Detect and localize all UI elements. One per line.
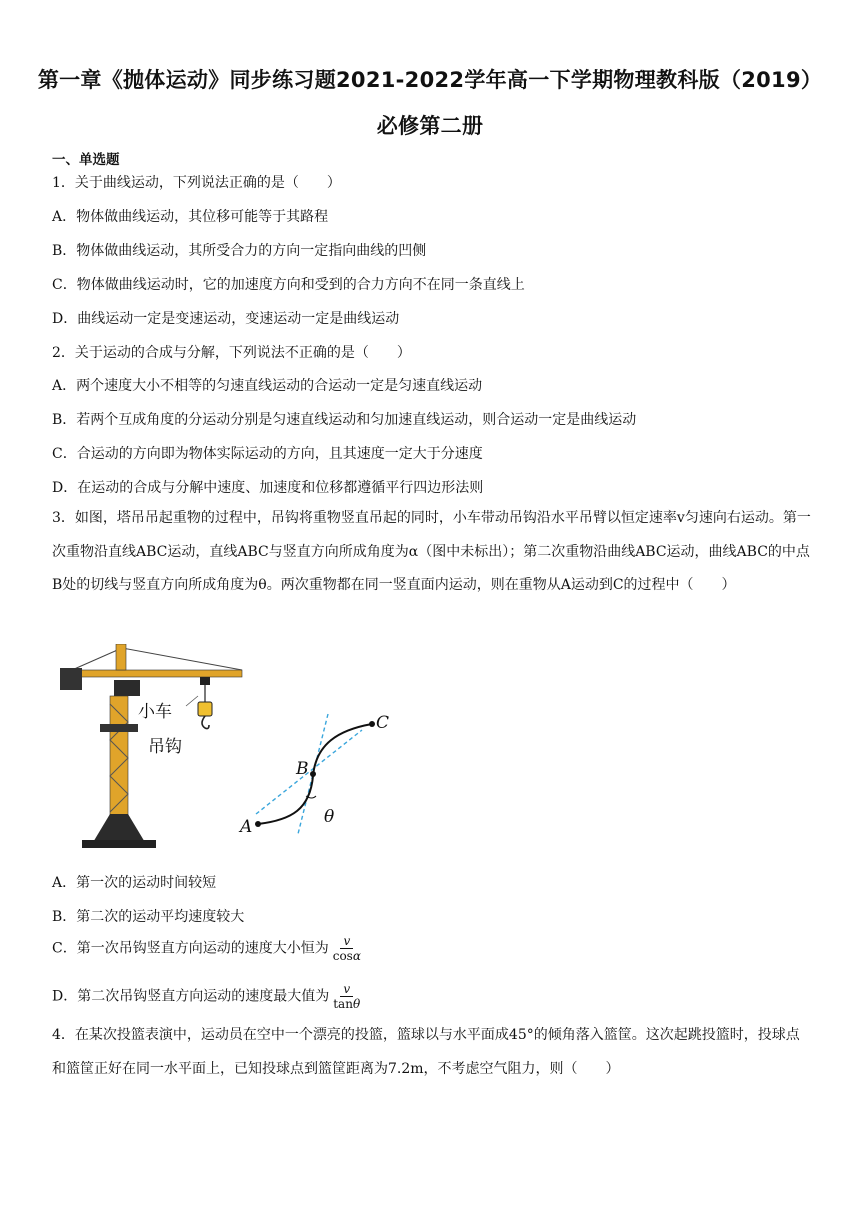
q3-option-c <box>52 934 364 963</box>
label-point-c: C <box>376 713 390 733</box>
q3-option-d <box>52 982 363 1011</box>
q1-stem: 1．关于曲线运动，下列说法正确的是（ ） <box>52 175 341 191</box>
straight-path-line <box>256 730 362 814</box>
q3-option-c-text: C．第一次吊钩竖直方向运动的速度大小恒为 <box>52 940 329 957</box>
q1-option-c: C．物体做曲线运动时，它的加速度方向和受到的合力方向不在同一条直线上 <box>52 277 525 293</box>
q3-option-d-text: D．第二次吊钩竖直方向运动的速度最大值为 <box>52 988 330 1005</box>
label-point-a: A <box>240 817 253 837</box>
doc-title-line2: 必修第二册 <box>376 114 484 138</box>
q2-stem: 2．关于运动的合成与分解，下列说法不正确的是（ ） <box>52 345 411 361</box>
doc-title-line1: 第一章《抛体运动》同步练习题2021-2022学年高一下学期物理教科版（2019） <box>37 68 823 92</box>
q2-option-a: A．两个速度大小不相等的匀速直线运动的合运动一定是匀速直线运动 <box>52 378 483 394</box>
label-hook: 吊钩 <box>148 737 182 757</box>
frac-numerator: v <box>340 982 353 997</box>
point-a-dot <box>255 821 261 827</box>
q2-option-b: B．若两个互成角度的分运动分别是匀速直线运动和匀加速直线运动，则合运动一定是曲线运动 <box>52 412 637 428</box>
frac-denominator: cosα <box>332 949 361 963</box>
q1-option-d: D．曲线运动一定是变速运动，变速运动一定是曲线运动 <box>52 311 400 327</box>
q1-option-b: B．物体做曲线运动，其所受合力的方向一定指向曲线的凹侧 <box>52 243 427 259</box>
q1-option-a: A．物体做曲线运动，其位移可能等于其路程 <box>52 209 329 225</box>
point-c-dot <box>369 721 375 727</box>
q3-figure <box>52 644 412 854</box>
trajectory-diagram <box>255 714 375 834</box>
crane-diagram <box>52 644 412 854</box>
section-heading: 一、单选题 <box>52 152 120 168</box>
fraction-v-over-cos-alpha <box>330 934 364 963</box>
label-point-b: B <box>296 759 309 779</box>
point-b-dot <box>310 771 316 777</box>
q2-option-c: C．合运动的方向即为物体实际运动的方向，且其速度一定大于分速度 <box>52 446 483 462</box>
q4-stem: 4．在某次投篮表演中，运动员在空中一个漂亮的投篮，篮球以与水平面成45°的倾角落入篮筐。这次起跳投篮时，投球点和篮筐正好在同一水平面上，已知投球点到篮筐距离为7.2m，不考虑空气阻力，则（ ） <box>52 1027 800 1077</box>
fraction-v-over-tan-theta <box>330 982 363 1011</box>
q3-option-b: B．第二次的运动平均速度较大 <box>52 909 245 925</box>
q3-option-a: A．第一次的运动时间较短 <box>52 875 217 891</box>
frac-denominator: tanθ <box>333 997 361 1011</box>
q2-option-d: D．在运动的合成与分解中速度、加速度和位移都遵循平行四边形法则 <box>52 480 484 496</box>
label-car: 小车 <box>138 702 172 722</box>
q3-stem: 3．如图，塔吊吊起重物的过程中，吊钩将重物竖直吊起的同时，小车带动吊钩沿水平吊臂以恒定速率v匀速向右运动。第一次重物沿直线ABC运动，直线ABC与竖直方向所成角度为α（图中未标出）；第二次重物沿曲线ABC运动，曲线ABC的中点B处的切线与竖直方向所成角度为θ。两次重物都在同一竖直面内运动，则在重物从A运动到C的过程中（ ） <box>52 510 811 593</box>
label-angle-theta: θ <box>324 807 335 827</box>
frac-numerator: v <box>340 934 353 949</box>
